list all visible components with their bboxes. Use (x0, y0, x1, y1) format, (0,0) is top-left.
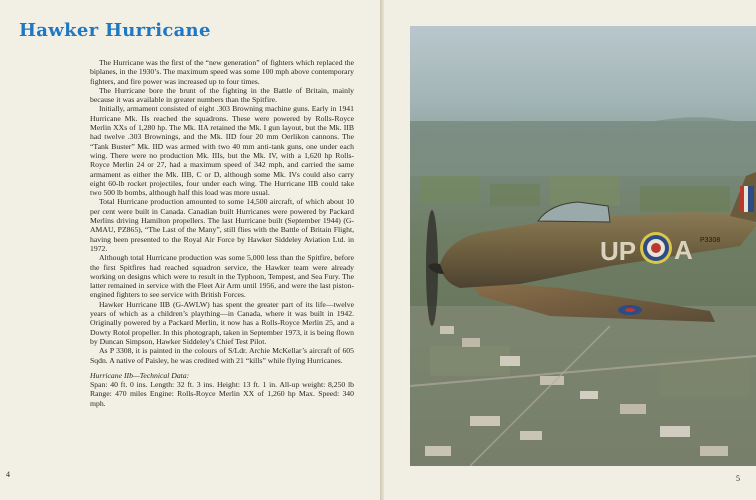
right-page (384, 0, 756, 500)
paragraph-intro: The Hurricane was the first of the “new generation” of fighters which replaced the biplanes, in the 1930’s. The maximum speed was some 100 mph above contemporary fighters, and fire power was increased up to four times. (90, 58, 354, 86)
technical-data-heading: Hurricane IIb—Technical Data: (90, 370, 190, 380)
paragraph-successors: Although total Hurricane production was some 5,000 less than the Spitfire, before the first Spitfires had reached squadron service, the Hawker team were already working on designs which were to result in the Typhoon, Tempest, and Sea Fury. The latter remained in service with the Fleet Air Arm until 1956, and were the last piston-engined fighters to see service with British Forces. (90, 253, 354, 300)
tail-flash (740, 186, 754, 212)
propeller-icon (426, 210, 438, 326)
roundel-icon (640, 232, 672, 264)
aircraft-letter: A (674, 235, 693, 265)
technical-data (90, 371, 354, 408)
paragraph-armament: Initially, armament consisted of eight .303 Browning machine guns. Early in 1941 Hurricane Mk. IIs reached the squadrons. These were powered by Rolls-Royce Merlin XXs of 1,280 hp. The Mk. IIA retained the Mk. I gun layout, but the Mk. IIB had twelve .303 Brownings, and the Mk. IID four 20 mm Oerlikon cannons. The “Tank Buster” Mk. IID was armed with two 40 mm anti-tank guns, one under each wing. There were no production Mk. IIIs, but the Mk. IV, with a 1,620 hp Rolls-Royce Merlin 24 or 27, had a maximum speed of 342 mph, and carried the same armament as either the Mk. IIB, C or D, although some Mk. IVs could also carry eight 60-lb rocket projectiles, four under each wing. The Hurricane IIB could take two 500 lb bombs, although half this load was more usual. (90, 104, 354, 198)
page-number-left: 4 (6, 470, 10, 479)
technical-data-specs: Span: 40 ft. 0 ins. Length: 32 ft. 3 ins. Height: 13 ft. 1 in. All-up weight: 8,250 lb Range: 470 miles Engine: Rolls-Royce Merlin XX of 1,260 hp Max. Speed: 340 mph. (90, 380, 354, 408)
hurricane-photo (410, 26, 756, 466)
town (410, 306, 756, 466)
page-title: Hawker Hurricane (19, 20, 211, 41)
aircraft-code: UP (600, 236, 637, 266)
article-body (90, 58, 354, 408)
paragraph-production: Total Hurricane production amounted to some 14,500 aircraft, of which about 10 per cent were built in Canada. Canadian built Hurricanes were powered by Packard Merlins driving Hamilton propellers. The last Hurricane built (September 1944) (G-AMAU, PZ865), “The Last of the Many”, still flies with the Battle of Britain Flight, having been presented to the Royal Air Force by Hawker Siddeley Aviation Ltd. in 1972. (90, 197, 354, 253)
aircraft-serial: P3308 (700, 237, 721, 244)
paragraph-g-awlw: Hawker Hurricane IIB (G-AWLW) has spent the greater part of its life—twelve years of which as a children’s plaything—in Canada, where it was built in 1942. Originally powered by a Packard Merlin, it now has a Rolls-Royce Merlin 25, and a Dowty Rotol propeller. In this photograph, taken in September 1973, it is being flown by Duncan Simpson, Hawker Siddeley’s Chief Test Pilot. (90, 299, 354, 346)
paragraph-p3308: As P 3308, it is painted in the colours of S/Ldr. Archie McKellar’s aircraft of 605 Sqdn. A native of Paisley, he was credited with 21 “kills” while flying Hurricanes. (90, 346, 354, 365)
page-number-right: 5 (736, 474, 740, 483)
paragraph-battle-of-britain: The Hurricane bore the brunt of the fighting in the Battle of Britain, mainly because it was available in greater numbers than the Spitfire. (90, 85, 354, 105)
hurricane-photo-svg (410, 26, 756, 466)
